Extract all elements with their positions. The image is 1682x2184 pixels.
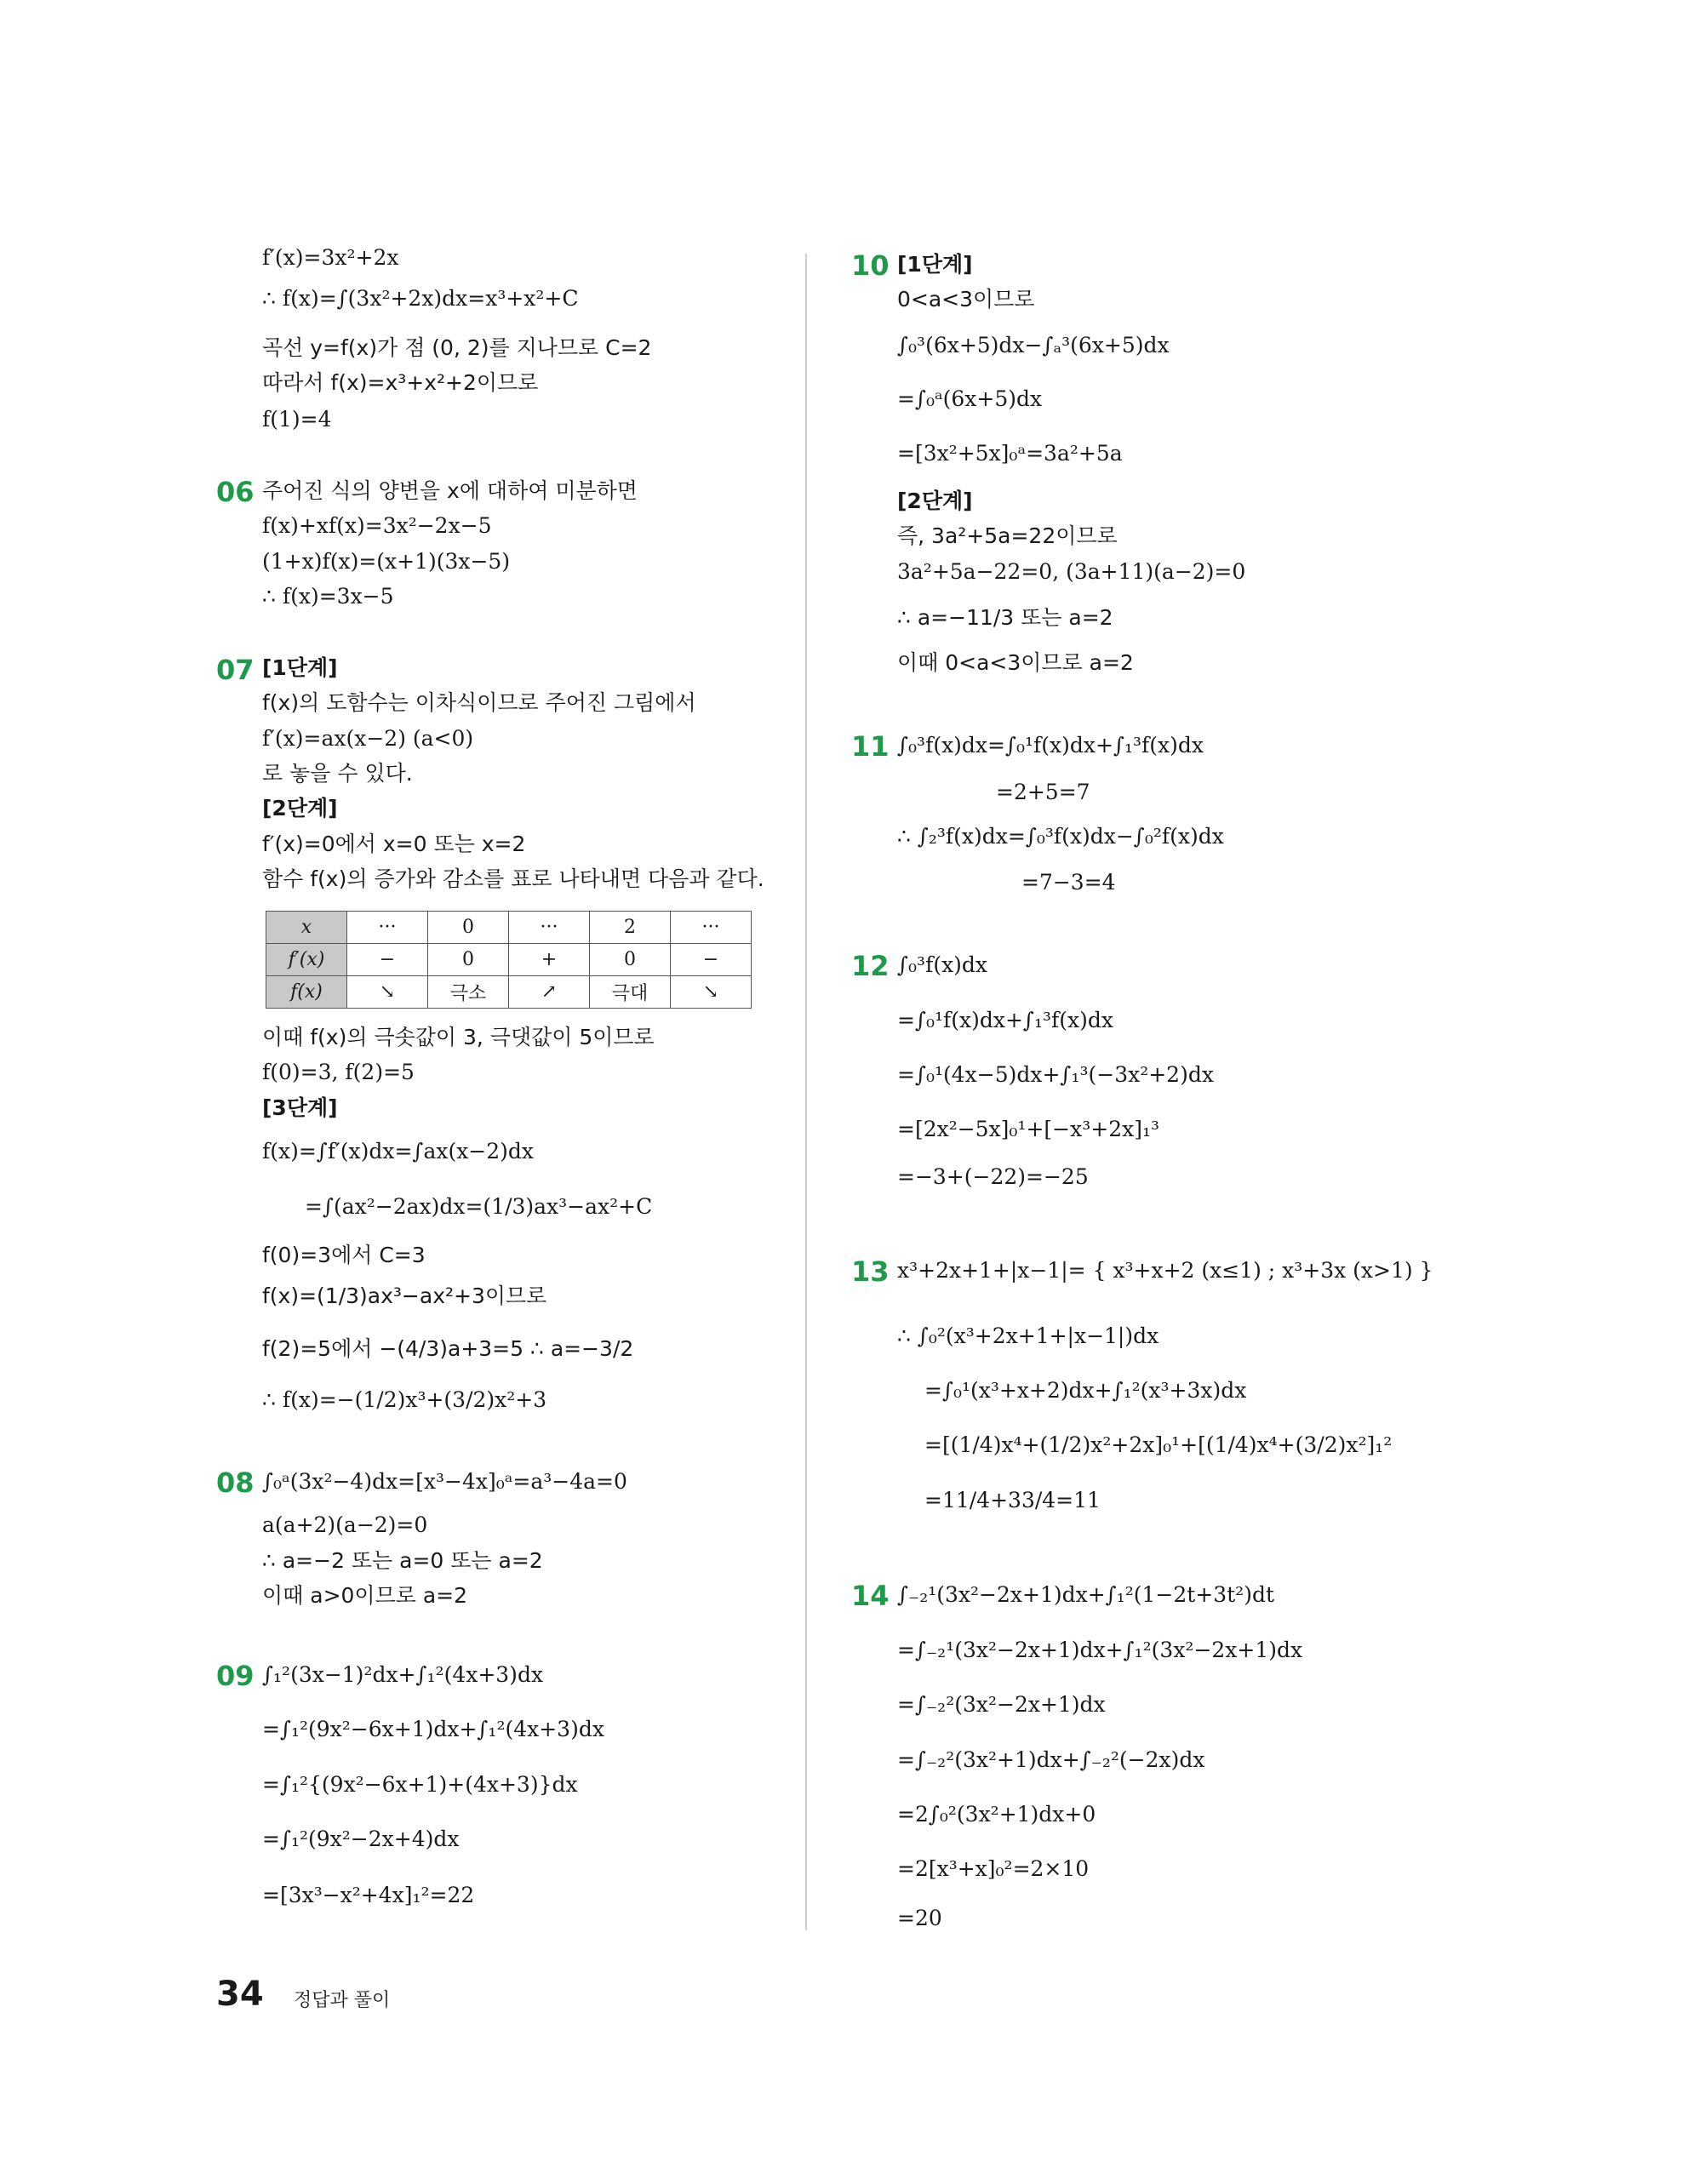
p10-stage-label: [1단계]	[897, 252, 973, 277]
table-cell: 극소	[428, 976, 509, 1009]
problem-number-14: 14	[851, 1580, 890, 1612]
p10-line: 즉, 3a²+5a=22이므로	[897, 523, 1118, 548]
p14-line: =2∫₀²(3x²+1)dx+0	[897, 1802, 1096, 1827]
p10-stage-label: [2단계]	[897, 489, 973, 513]
problem-number-12: 12	[851, 950, 890, 982]
table-row	[266, 976, 752, 1009]
problem-number-10: 10	[851, 249, 890, 282]
problem-number-07: 07	[216, 654, 255, 686]
p14-line: =∫₋₂¹(3x²−2x+1)dx+∫₁²(3x²−2x+1)dx	[897, 1638, 1303, 1662]
p07-stage-label: [2단계]	[262, 796, 338, 820]
p10-line: ∫₀³(6x+5)dx−∫ₐ³(6x+5)dx	[897, 333, 1170, 357]
p13-line: x³+2x+1+|x−1|= { x³+x+2 (x≤1) ; x³+3x (x>1) }	[897, 1258, 1433, 1283]
p07-line: f′(x)=ax(x−2) (a<0)	[262, 726, 474, 751]
p07-stage-label: [3단계]	[262, 1095, 338, 1120]
p07-line: f′(x)=0에서 x=0 또는 x=2	[262, 832, 526, 856]
p07-line: f(0)=3, f(2)=5	[262, 1060, 415, 1084]
p07-line: 함수 f(x)의 증가와 감소를 표로 나타내면 다음과 같다.	[262, 866, 764, 891]
p11-line: ∴ ∫₂³f(x)dx=∫₀³f(x)dx−∫₀²f(x)dx	[897, 824, 1224, 849]
p06-line: (1+x)f(x)=(x+1)(3x−5)	[262, 549, 511, 574]
table-cell: f(x)	[266, 976, 347, 1009]
column-divider	[805, 254, 807, 1930]
intro-line: f(1)=4	[262, 407, 332, 432]
table-cell: f′(x)	[266, 944, 347, 976]
table-cell: −	[347, 944, 428, 976]
p08-line: a(a+2)(a−2)=0	[262, 1512, 428, 1537]
table-row	[266, 912, 752, 944]
table-cell: 0	[590, 944, 671, 976]
p13-line: ∴ ∫₀²(x³+2x+1+|x−1|)dx	[897, 1324, 1159, 1348]
p07-line: f(2)=5에서 −(4/3)a+3=5 ∴ a=−3/2	[262, 1336, 634, 1361]
p10-line: ∴ a=−11/3 또는 a=2	[897, 605, 1113, 630]
p07-stage-label: [1단계]	[262, 655, 338, 680]
p14-line: =20	[897, 1906, 942, 1930]
table-cell: x	[266, 912, 347, 944]
p06-line: f(x)+xf(x)=3x²−2x−5	[262, 513, 492, 538]
p14-line: =2[x³+x]₀²=2×10	[897, 1856, 1090, 1881]
p09-line: ∫₁²(3x−1)²dx+∫₁²(4x+3)dx	[262, 1662, 544, 1687]
p07-line: 로 놓을 수 있다.	[262, 761, 413, 786]
p12-line: =[2x²−5x]₀¹+[−x³+2x]₁³	[897, 1117, 1159, 1141]
p07-line: f(x)=∫f′(x)dx=∫ax(x−2)dx	[262, 1139, 535, 1163]
footer-label: 정답과 풀이	[294, 1990, 391, 2011]
problem-number-13: 13	[851, 1255, 890, 1288]
p10-line: 0<a<3이므로	[897, 287, 1035, 312]
p11-line: =2+5=7	[996, 780, 1090, 804]
table-cell: ···	[347, 912, 428, 944]
p08-line: ∫₀ᵃ(3x²−4)dx=[x³−4x]₀ᵃ=a³−4a=0	[262, 1469, 627, 1494]
table-cell: −	[671, 944, 752, 976]
intro-line: 곡선 y=f(x)가 점 (0, 2)를 지나므로 C=2	[262, 335, 652, 360]
p10-line: 3a²+5a−22=0, (3a+11)(a−2)=0	[897, 559, 1246, 584]
p07-line: ∴ f(x)=−(1/2)x³+(3/2)x²+3	[262, 1387, 547, 1412]
p12-line: ∫₀³f(x)dx	[897, 952, 988, 977]
table-cell: ↘	[347, 976, 428, 1009]
table-cell: ↗	[509, 976, 590, 1009]
p12-line: =∫₀¹f(x)dx+∫₁³f(x)dx	[897, 1008, 1113, 1032]
table-cell: +	[509, 944, 590, 976]
p14-line: ∫₋₂¹(3x²−2x+1)dx+∫₁²(1−2t+3t²)dt	[897, 1582, 1275, 1607]
table-cell: 극대	[590, 976, 671, 1009]
table-cell: ···	[509, 912, 590, 944]
p12-line: =∫₀¹(4x−5)dx+∫₁³(−3x²+2)dx	[897, 1062, 1214, 1087]
p10-line: 이때 0<a<3이므로 a=2	[897, 650, 1134, 675]
table-cell: 0	[428, 944, 509, 976]
p09-line: =∫₁²(9x²−6x+1)dx+∫₁²(4x+3)dx	[262, 1717, 604, 1741]
p07-line: f(x)의 도함수는 이차식이므로 주어진 그림에서	[262, 690, 696, 715]
p09-line: =∫₁²{(9x²−6x+1)+(4x+3)}dx	[262, 1772, 578, 1797]
p09-line: =[3x³−x²+4x]₁²=22	[262, 1883, 475, 1907]
problem-number-06: 06	[216, 476, 255, 508]
p06-line: 주어진 식의 양변을 x에 대하여 미분하면	[262, 478, 638, 503]
page-number: 34	[216, 1975, 264, 2014]
p13-line: =11/4+33/4=11	[924, 1488, 1101, 1512]
p14-line: =∫₋₂²(3x²−2x+1)dx	[897, 1692, 1106, 1717]
table-cell: ···	[671, 912, 752, 944]
p11-line: ∫₀³f(x)dx=∫₀¹f(x)dx+∫₁³f(x)dx	[897, 733, 1204, 758]
p07-line: =∫(ax²−2ax)dx=(1/3)ax³−ax²+C	[305, 1194, 653, 1219]
p08-line: 이때 a>0이므로 a=2	[262, 1583, 467, 1608]
p14-line: =∫₋₂²(3x²+1)dx+∫₋₂²(−2x)dx	[897, 1747, 1205, 1772]
intro-line: f′(x)=3x²+2x	[262, 245, 399, 270]
p07-line: f(0)=3에서 C=3	[262, 1243, 426, 1267]
p08-line: ∴ a=−2 또는 a=0 또는 a=2	[262, 1548, 543, 1573]
p07-line: 이때 f(x)의 극솟값이 3, 극댓값이 5이므로	[262, 1025, 655, 1049]
p09-line: =∫₁²(9x²−2x+4)dx	[262, 1827, 460, 1851]
p06-line: ∴ f(x)=3x−5	[262, 584, 394, 609]
intro-line: 따라서 f(x)=x³+x²+2이므로	[262, 370, 539, 395]
p12-line: =−3+(−22)=−25	[897, 1164, 1089, 1189]
p07-line: f(x)=(1/3)ax³−ax²+3이므로	[262, 1284, 547, 1308]
table-row	[266, 944, 752, 976]
table-cell: 0	[428, 912, 509, 944]
table-cell: ↘	[671, 976, 752, 1009]
p10-line: =∫₀ᵃ(6x+5)dx	[897, 386, 1043, 411]
sign-chart-table	[266, 911, 752, 1009]
p13-line: =[(1/4)x⁴+(1/2)x²+2x]₀¹+[(1/4)x⁴+(3/2)x²]₁²	[924, 1432, 1393, 1457]
p13-line: =∫₀¹(x³+x+2)dx+∫₁²(x³+3x)dx	[924, 1378, 1247, 1403]
p10-line: =[3x²+5x]₀ᵃ=3a²+5a	[897, 441, 1123, 466]
intro-line: ∴ f(x)=∫(3x²+2x)dx=x³+x²+C	[262, 286, 579, 311]
p11-line: =7−3=4	[1021, 870, 1116, 895]
problem-number-11: 11	[851, 730, 890, 763]
problem-number-08: 08	[216, 1466, 255, 1499]
problem-number-09: 09	[216, 1660, 255, 1692]
table-cell: 2	[590, 912, 671, 944]
